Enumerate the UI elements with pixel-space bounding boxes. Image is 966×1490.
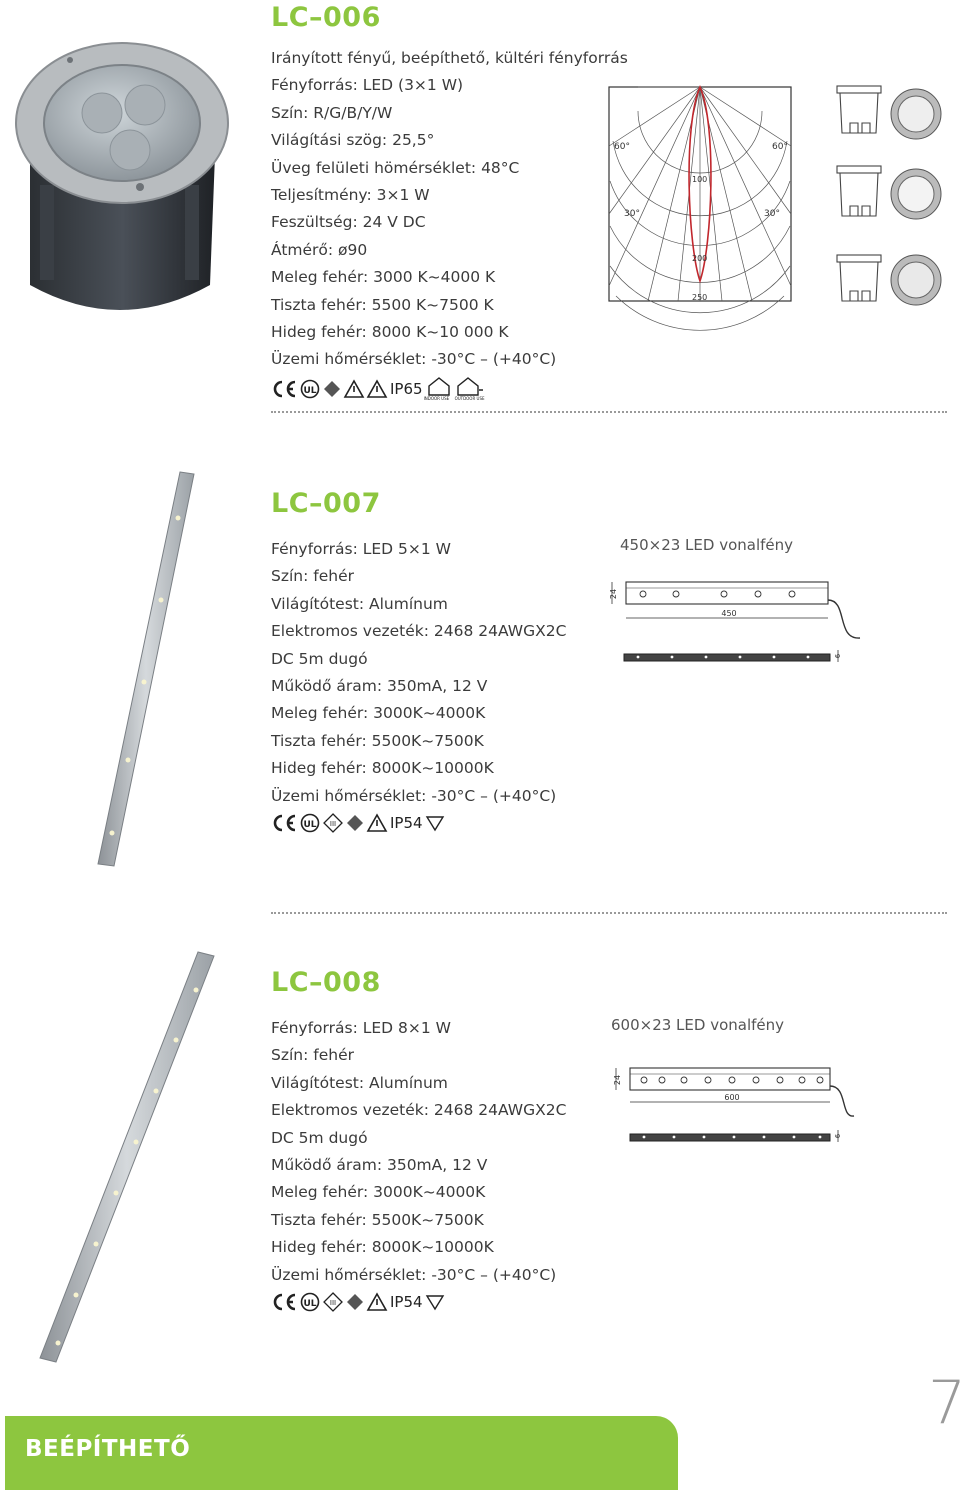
spec-line: Tiszta fehér: 5500 K~7500 K: [271, 295, 494, 314]
spec-line: Meleg fehér: 3000K~4000K: [271, 704, 486, 723]
spec-line: Hideg fehér: 8000 K~10 000 K: [271, 322, 509, 341]
spec-line: Feszültség: 24 V DC: [271, 213, 426, 232]
lc006-title: LC–006: [271, 2, 381, 33]
lc007-title: LC–007: [271, 488, 381, 519]
spec-line: Üzemi hőmérséklet: -30°C – (+40°C): [271, 350, 557, 369]
spec-line: Üzemi hőmérséklet: -30°C – (+40°C): [271, 1265, 557, 1284]
spec-line: Elektromos vezeték: 2468 24AWGX2C: [271, 622, 567, 641]
svg-text:III: III: [329, 820, 337, 828]
lc008-spec-list: [271, 1015, 566, 1289]
dim-side-label: 6: [834, 1133, 842, 1139]
spec-line: Világítótest: Alumínum: [271, 594, 448, 613]
lc007-product-image: [92, 468, 202, 870]
lc007-cert-row: [271, 813, 444, 833]
spec-line: Elektromos vezeték: 2468 24AWGX2C: [271, 1101, 567, 1120]
inverted-triangle-icon: [426, 815, 444, 831]
spec-line: Teljesítmény: 3×1 W: [271, 185, 430, 204]
lc006-polar-diagram: [608, 86, 792, 304]
dim-height-label: 24: [609, 588, 618, 600]
spec-line: Hideg fehér: 8000K~10000K: [271, 759, 494, 778]
svg-text:III: III: [329, 1299, 337, 1307]
warning-triangle-icon: [344, 380, 364, 398]
ul-mark-icon: [300, 379, 320, 399]
lc008-cert-row: [271, 1292, 444, 1312]
section-divider: [271, 912, 947, 914]
footer-label: BEÉPÍTHETŐ: [25, 1436, 191, 1462]
house-outdoor-icon: [455, 376, 485, 396]
inverted-triangle-icon: [426, 1294, 444, 1310]
ip-rating: IP65: [390, 380, 423, 398]
dim-height-label: 24: [613, 1074, 622, 1086]
lc006-cert-row: [271, 376, 485, 402]
class-iii-icon: [323, 1292, 343, 1312]
warning-triangle-icon: [367, 814, 387, 832]
ip-rating: IP54: [390, 1293, 423, 1311]
polar-angle-label: 30°: [624, 209, 640, 219]
spec-line: Világítási szög: 25,5°: [271, 131, 435, 150]
pattern-mark-icon: [346, 814, 364, 832]
lc008-diagram-label: 600×23 LED vonalfény: [611, 1016, 785, 1034]
lc008-title: LC–008: [271, 967, 381, 998]
spec-line: Szín: fehér: [271, 567, 354, 586]
lc006-spec-list: [271, 45, 628, 374]
spec-line: Világítótest: Alumínum: [271, 1073, 448, 1092]
footer-tab: [5, 1416, 678, 1490]
polar-radius-label: 250: [692, 293, 708, 302]
dim-length-label: 450: [721, 609, 737, 618]
lc007-dimension-diagram: [598, 572, 850, 668]
spec-line: Szín: R/G/B/Y/W: [271, 103, 393, 122]
lc007-diagram-label: 450×23 LED vonalfény: [620, 536, 794, 554]
spec-line: DC 5m dugó: [271, 1128, 368, 1147]
lc007-spec-list: [271, 536, 566, 810]
spec-line: Szín: fehér: [271, 1046, 354, 1065]
spec-line: Irányított fényű, beépíthető, kültéri fényforrás: [271, 49, 628, 67]
svg-text:UL: UL: [303, 1299, 317, 1309]
ce-mark-icon: [271, 1292, 297, 1312]
dim-side-label: 6: [834, 653, 842, 659]
ce-mark-icon: [271, 379, 297, 399]
spec-line: Hideg fehér: 8000K~10000K: [271, 1238, 494, 1257]
spec-line: DC 5m dugó: [271, 649, 368, 668]
spec-line: Meleg fehér: 3000 K~4000 K: [271, 268, 496, 287]
lc006-technical-drawings: [832, 83, 947, 308]
spec-line: Meleg fehér: 3000K~4000K: [271, 1183, 486, 1202]
polar-angle-label: 60°: [614, 142, 630, 152]
pattern-mark-icon: [323, 380, 341, 398]
spec-line: Működő áram: 350mA, 12 V: [271, 676, 488, 695]
spec-line: Fényforrás: LED (3×1 W): [271, 76, 464, 95]
ip-rating: IP54: [390, 814, 423, 832]
lc006-product-image: [10, 35, 235, 325]
spec-line: Üzemi hőmérséklet: -30°C – (+40°C): [271, 786, 557, 805]
spec-line: Működő áram: 350mA, 12 V: [271, 1155, 488, 1174]
section-divider: [271, 411, 947, 413]
spec-line: Átmérő: ø90: [271, 240, 368, 259]
spec-line: Tiszta fehér: 5500K~7500K: [271, 1210, 484, 1229]
outdoor-use-mark: [455, 376, 485, 402]
lc008-dimension-diagram: [604, 1058, 854, 1150]
lc008-product-image: [36, 948, 218, 1366]
warning-triangle-icon: [367, 1293, 387, 1311]
ul-mark-icon: [300, 1292, 320, 1312]
polar-radius-label: 100: [692, 175, 708, 184]
house-indoor-icon: [426, 376, 452, 396]
pattern-mark-icon: [346, 1293, 364, 1311]
polar-radius-label: 200: [692, 254, 708, 263]
svg-text:UL: UL: [303, 820, 317, 830]
ul-mark-icon: [300, 813, 320, 833]
spec-line: Fényforrás: LED 5×1 W: [271, 540, 451, 558]
spec-line: Üveg felületi hömérséklet: 48°C: [271, 158, 520, 177]
ce-mark-icon: [271, 813, 297, 833]
polar-angle-label: 60°: [772, 142, 788, 152]
polar-angle-label: 30°: [764, 209, 780, 219]
spec-line: Tiszta fehér: 5500K~7500K: [271, 731, 484, 750]
spec-line: Fényforrás: LED 8×1 W: [271, 1019, 451, 1037]
dim-length-label: 600: [724, 1093, 740, 1102]
class-iii-icon: [323, 813, 343, 833]
warning-triangle-icon: [367, 380, 387, 398]
outdoor-label: OUTDOOR USE: [454, 396, 485, 401]
indoor-use-mark: [423, 376, 452, 402]
svg-text:UL: UL: [303, 386, 317, 396]
page-number: 7: [928, 1368, 966, 1438]
indoor-label: INDOOR USE: [423, 396, 450, 401]
